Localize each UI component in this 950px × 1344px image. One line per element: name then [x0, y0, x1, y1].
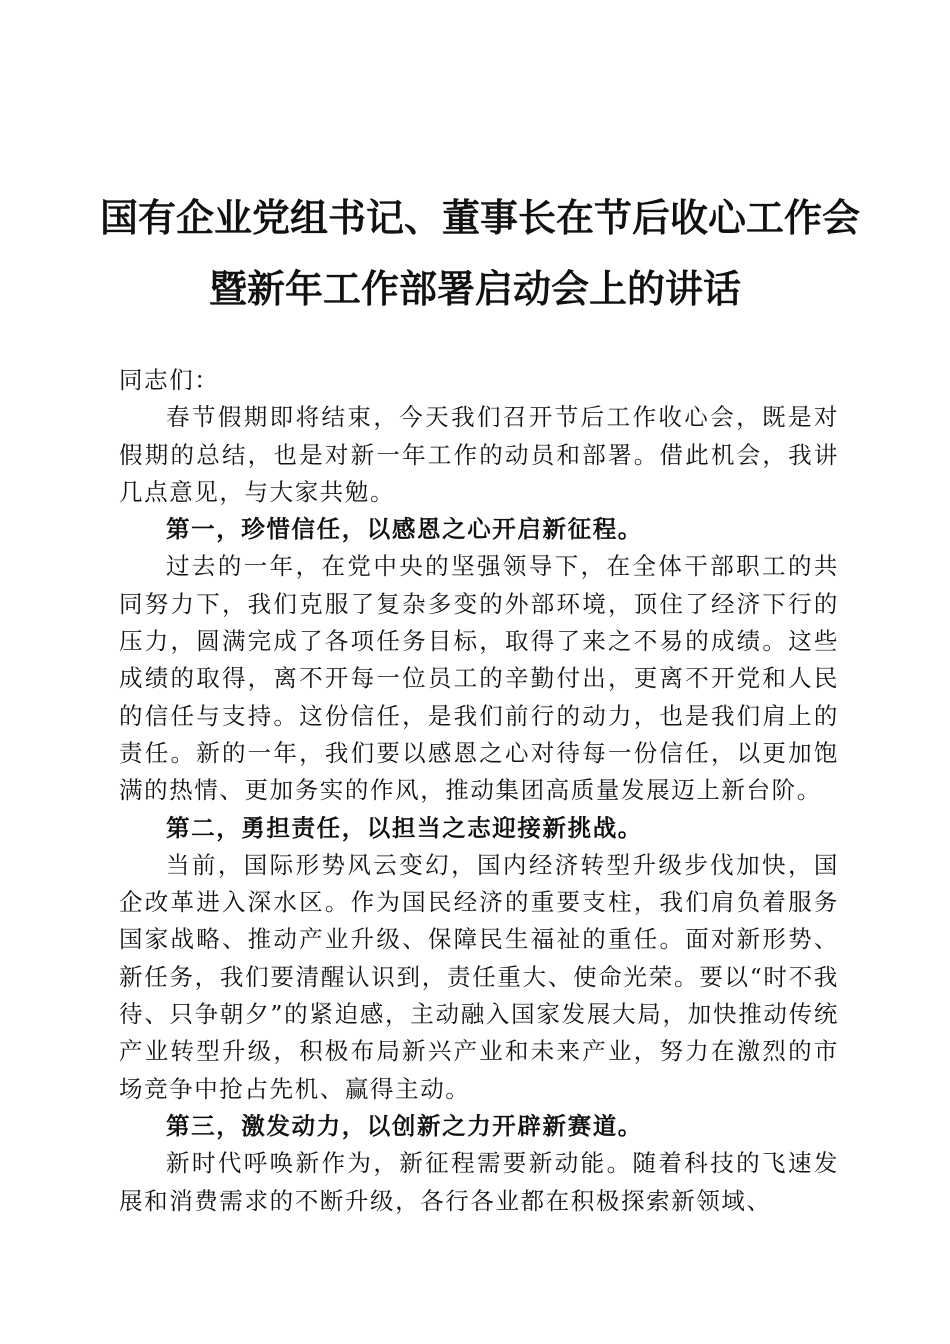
section-heading-1: 第一，珍惜信任，以感恩之心开启新征程。: [166, 515, 643, 544]
paragraph-intro: 春节假期即将结束，今天我们召开节后工作收心会，既是对假期的总结，也是对新一年工作的动员和部署。借此机会，我讲几点意见，与大家共勉。: [119, 403, 839, 506]
paragraph-section-3: 新时代呼唤新作为，新征程需要新动能。随着科技的飞速发展和消费需求的不断升级，各行各业都在积极探索新领域、: [119, 1149, 839, 1215]
document-title-line-2: 暨新年工作部署启动会上的讲话: [208, 266, 741, 311]
salutation: 同志们：: [119, 366, 220, 394]
section-heading-2: 第二，勇担责任，以担当之志迎接新挑战。: [166, 813, 643, 842]
paragraph-section-1: 过去的一年，在党中央的坚强领导下，在全体干部职工的共同努力下，我们克服了复杂多变的外部环境，顶住了经济下行的压力，圆满完成了各项任务目标，取得了来之不易的成绩。这些成绩的取得，离不开每一位员工的辛勤付出，更离不开党和人民的信任与支持。这份信任，是我们前行的动力，也是我们肩上的责任。新的一年，我们要以感恩之心对待每一份信任，以更加饱满的热情、更加务实的作风，推动集团高质量发展迈上新台阶。: [119, 552, 839, 805]
section-heading-3: 第三，激发动力，以创新之力开辟新赛道。: [166, 1111, 643, 1140]
document-body: [119, 362, 839, 1220]
paragraph-section-2: 当前，国际形势风云变幻，国内经济转型升级步伐加快，国企改革进入深水区。作为国民经济的重要支柱，我们肩负着服务国家战略、推动产业升级、保障民生福祉的重任。面对新形势、新任务，我们要清醒认识到，责任重大、使命光荣。要以“时不我待、只争朝夕”的紧迫感，主动融入国家发展大局，加快推动传统产业转型升级，积极布局新兴产业和未来产业，努力在激烈的市场竞争中抢占先机、赢得主动。: [119, 850, 839, 1103]
document-title-line-1: 国有企业党组书记、董事长在节后收心工作会: [100, 195, 861, 240]
